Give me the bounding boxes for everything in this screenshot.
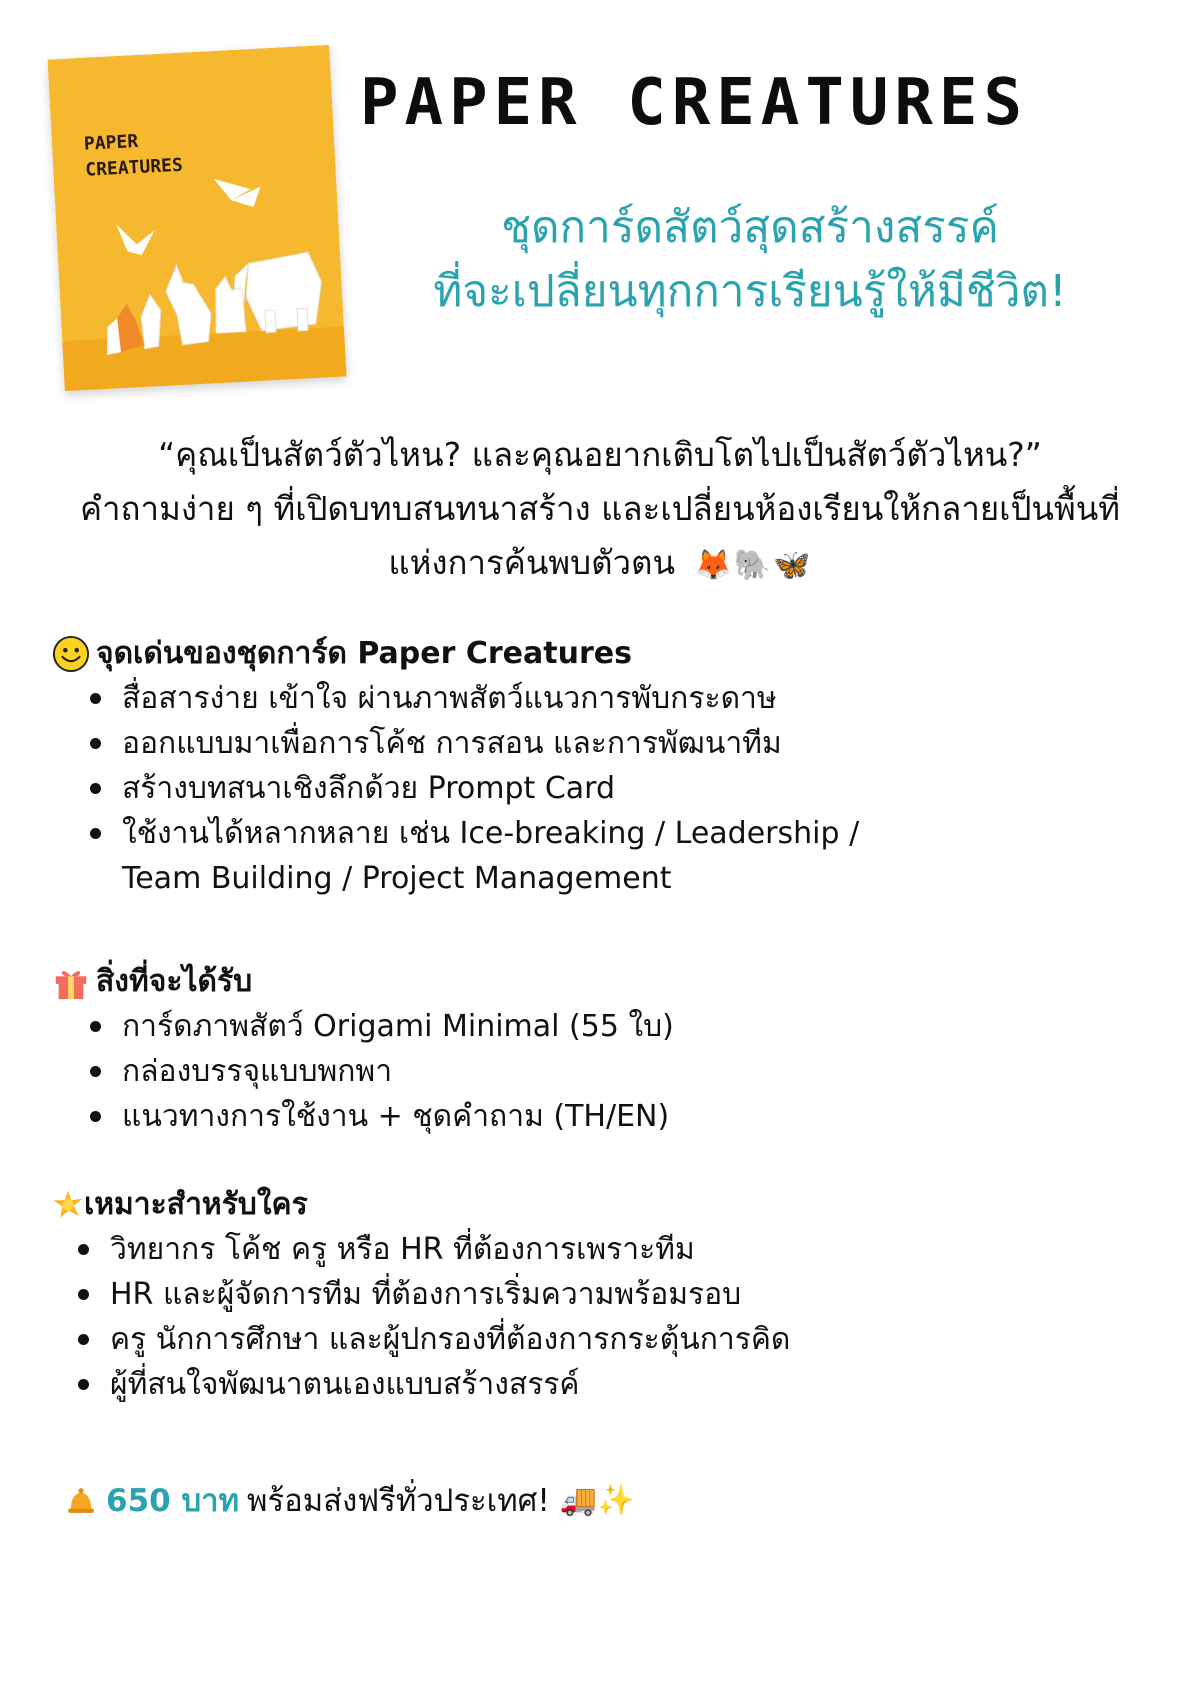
list-item: การ์ดภาพสัตว์ Origami Minimal (55 ใบ) [122,1004,1172,1049]
intro-emojis [694,537,812,593]
star-icon [52,1189,84,1221]
cover-title-line1: PAPER [83,130,139,155]
price-text: พร้อมส่งฟรีทั่วประเทศ! [247,1483,550,1519]
list-item: วิทยากร โค้ช ครู หรือ HR ที่ต้องการเพราะทีม [110,1227,1172,1272]
page-title: PAPER CREATURES [360,66,1028,140]
highlights-heading-text: จุดเด่นของชุดการ์ด Paper Creatures [96,636,632,671]
list-item: สื่อสารง่าย เข้าใจ ผ่านภาพสัตว์แนวการพับกระดาษ [122,676,1172,721]
price-amount: 650 บาท [106,1483,240,1519]
price-line [64,1478,635,1524]
highlights-heading [52,632,1172,676]
included-list [122,1004,1172,1139]
intro-line3: แห่งการค้นพบตัวตน [388,543,676,582]
included-heading [52,960,1172,1004]
bell-icon [64,1484,98,1518]
intro-paragraph [0,428,1200,593]
list-item: HR และผู้จัดการทีม ที่ต้องการเริ่มความพร้อมรอบ [110,1272,1172,1317]
list-item: ออกแบบมาเพื่อการโค้ช การสอน และการพัฒนาทีม [122,721,1172,766]
intro-line3-wrap [0,536,1200,593]
included-section [52,960,1172,1139]
gift-icon [52,963,90,1001]
smiley-icon [52,635,90,673]
truck-icon: 🚚 [559,1483,598,1518]
sparkles-icon: ✨ [597,1483,635,1518]
tagline-line2: ที่จะเปลี่ยนทุกการเรียนรู้ให้มีชีวิต! [433,266,1067,317]
butterfly-icon: 🦋 [773,547,811,583]
list-item-line1: ใช้งานได้หลากหลาย เช่น Ice-breaking / Leadership / [122,816,860,851]
included-heading-text: สิ่งที่จะได้รับ [96,964,253,999]
product-cover-image [48,45,347,391]
audience-heading [52,1183,1172,1227]
list-item: แนวทางการใช้งาน + ชุดคำถาม (TH/EN) [122,1094,1172,1139]
audience-list [110,1227,1172,1407]
list-item: สร้างบทสนาเชิงลึกด้วย Prompt Card [122,766,1172,811]
fox-icon: 🦊 [694,547,732,583]
elephant-icon: 🐘 [733,547,772,583]
cover-title-line2: CREATURES [84,154,184,181]
list-item-line2: Team Building / Project Management [122,861,672,896]
tagline [360,196,1140,324]
intro-line1: “คุณเป็นสัตว์ตัวไหน? และคุณอยากเติบโตไปเป็นสัตว์ตัวไหน?” [158,435,1042,474]
list-item: ครู นักการศึกษา และผู้ปกรองที่ต้องการกระตุ้นการคิด [110,1317,1172,1362]
list-item: กล่องบรรจุแบบพกพา [122,1049,1172,1094]
list-item: ผู้ที่สนใจพัฒนาตนเองแบบสร้างสรรค์ [110,1362,1172,1407]
intro-line2: คำถามง่าย ๆ ที่เปิดบทบสนทนาสร้าง และเปลี่ยนห้องเรียนให้กลายเป็นพื้นที่ [79,489,1121,528]
highlights-section [52,632,1172,901]
tagline-line1: ชุดการ์ดสัตว์สุดสร้างสรรค์ [501,202,999,253]
highlights-list [122,676,1172,901]
list-item [122,811,1172,901]
audience-heading-text: เหมาะสำหรับใคร [84,1187,308,1222]
audience-section [52,1183,1172,1407]
